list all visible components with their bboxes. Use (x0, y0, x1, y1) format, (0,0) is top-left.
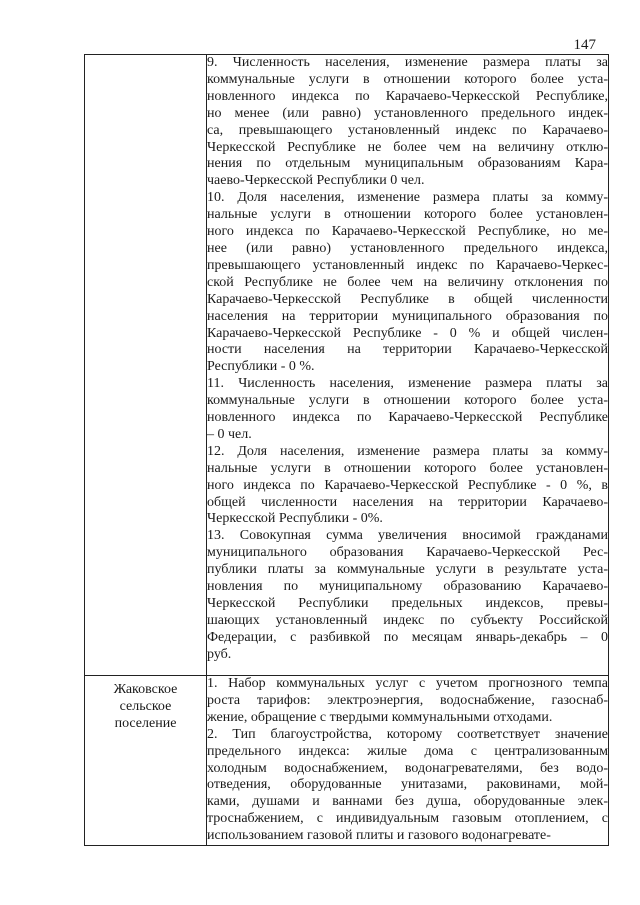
page-number: 147 (573, 37, 596, 53)
text-line: Федерации, с разбивкой по месяцам январь-декабрь – 0 (207, 629, 608, 645)
text-line: 13. Совокупная сумма увеличения вносимой гражданами (207, 528, 608, 544)
text-line: Республики - 0 %. (207, 359, 315, 375)
text-line: ками, душами и ваннами без душа, оборудованные элек- (207, 794, 608, 810)
text-line: новленного индекса по Карачаево-Черкесской Республике, (207, 88, 608, 104)
text-line: но менее (или равно) установленного предельного индек- (207, 105, 608, 121)
text-line: нее (или равно) установленного предельного индекса, (207, 240, 608, 256)
text-line: са, превышающего установленный индекс по Карачаево- (207, 122, 608, 138)
text-line: ности населения на территории Карачаево-Черкесской (207, 342, 608, 358)
indicator-item (207, 676, 608, 727)
settlement-name: Жаковское сельское поселение (113, 682, 178, 731)
text-line: шающих установленный индекс по субъекту Российской (207, 612, 608, 628)
text-line: руб. (207, 646, 232, 662)
text-line: Карачаево-Черкесской Республике в общей численности (207, 291, 608, 307)
text-line: роста тарифов: электроэнергия, водоснабжение, газоснаб- (207, 692, 608, 708)
text-line: населения на территории муниципального образования по (207, 308, 608, 324)
table-row (85, 55, 609, 676)
text-line: превышающего установленный индекс по Карачаево-Черкес- (207, 257, 608, 273)
indicators-cell (207, 55, 609, 676)
indicator-item (207, 55, 608, 190)
text-line: холодным водоснабжением, водонагревателями, без водо- (207, 760, 608, 776)
text-line: ного индекса по Карачаево-Черкесской Республике - 0 %, в (207, 477, 608, 493)
indicator-item (207, 444, 608, 529)
text-line: коммунальные услуги в отношении которого более уста- (207, 71, 608, 87)
text-line: нальные услуги в отношении которого более установлен- (207, 207, 608, 223)
text-line: Черкесской Республике не более чем на величину отклю- (207, 139, 608, 155)
indicator-item (207, 528, 608, 663)
text-line: муниципального образования Карачаево-Черкесской Рес- (207, 545, 608, 561)
text-line: 11. Численность населения, изменение размера платы за (207, 376, 608, 392)
text-line: отведения, оборудованные унитазами, раковинами, мой- (207, 777, 608, 793)
settlement-name (85, 55, 206, 60)
text-line: новленного индекса по Карачаево-Черкесской Республике (207, 410, 608, 426)
text-line: нения по отдельным муниципальным образованиям Кара- (207, 156, 608, 172)
text-line: 10. Доля населения, изменение размера платы за комму- (207, 190, 608, 206)
text-line: публики платы за коммунальные услуги в результате уста- (207, 562, 608, 578)
text-line: 9. Численность населения, изменение размера платы за (207, 55, 608, 70)
text-line: троснабжением, с индивидуальным газовым отоплением, с (207, 811, 608, 827)
text-line: ного индекса по Карачаево-Черкесской Республике, но ме- (207, 224, 608, 240)
settlements-table (84, 54, 609, 846)
indicator-item (207, 727, 608, 845)
text-line: новления по муниципальному образованию Карачаево- (207, 579, 608, 595)
text-line: 12. Доля населения, изменение размера платы за комму- (207, 443, 608, 459)
table-body (85, 55, 609, 846)
text-line: – 0 чел. (207, 426, 252, 442)
text-line: общей численности населения на территории Карачаево- (207, 494, 608, 510)
text-line: 1. Набор коммунальных услуг с учетом прогнозного темпа (207, 676, 608, 691)
text-line: использованием газовой плиты и газового водонагревате- (207, 828, 551, 844)
indicator-item (207, 190, 608, 376)
text-line: коммунальные услуги в отношении которого более уста- (207, 393, 608, 409)
text-line: Карачаево-Черкесской Республике - 0 % и общей числен- (207, 325, 608, 341)
table-row (85, 676, 609, 846)
settlement-cell (85, 55, 207, 676)
indicators-cell (207, 676, 609, 846)
text-line: чаево-Черкесской Республики 0 чел. (207, 173, 425, 189)
indicator-item (207, 376, 608, 444)
settlement-cell (85, 676, 207, 846)
text-line: ской Республике не более чем на величину отклонения по (207, 274, 608, 290)
text-line: жение, обращение с твердыми коммунальными отходами. (207, 709, 553, 725)
text-line: 2. Тип благоустройства, которому соответствует значение (207, 726, 608, 742)
text-line: предельного индекса: жилые дома с централизованным (207, 743, 608, 759)
text-line: нальные услуги в отношении которого более установлен- (207, 460, 608, 476)
text-line: Черкесской Республики - 0%. (207, 511, 383, 527)
text-line: Черкесской Республики предельных индексов, превы- (207, 596, 608, 611)
